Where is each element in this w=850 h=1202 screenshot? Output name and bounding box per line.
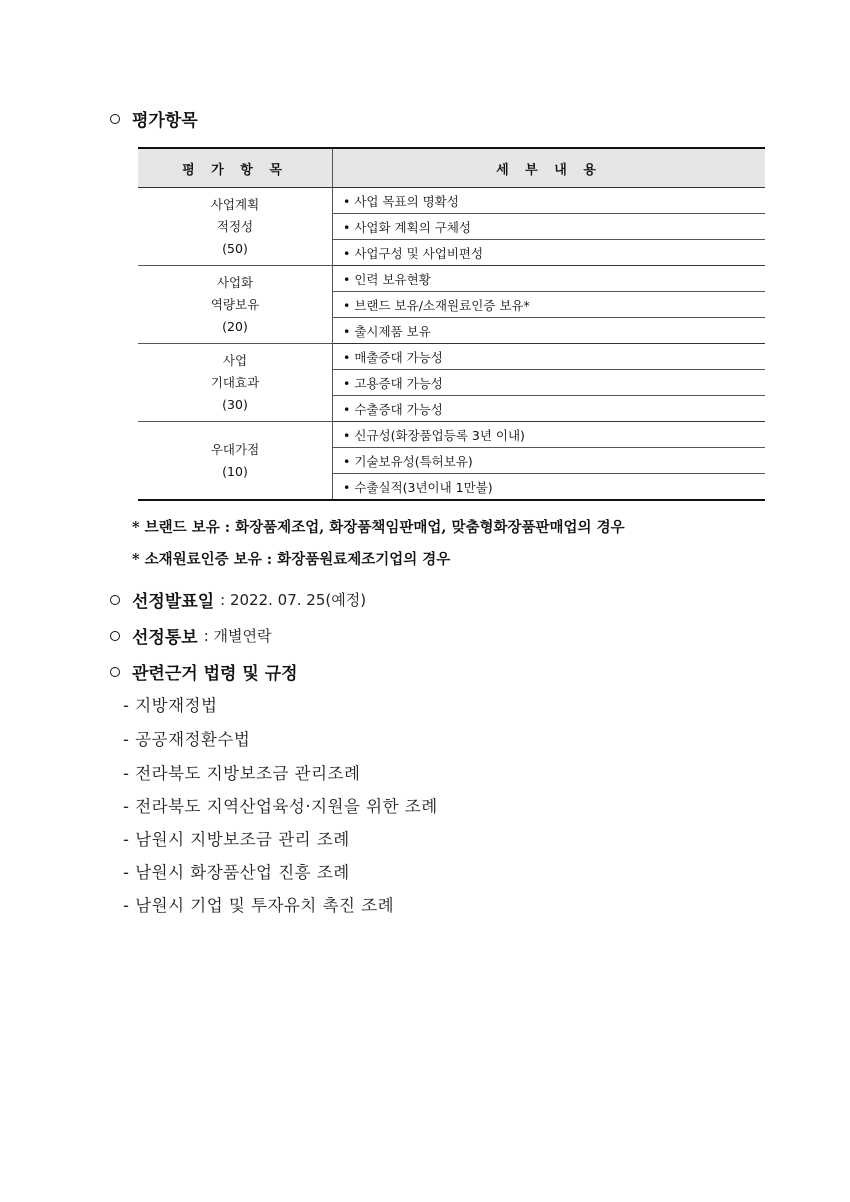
circle-bullet-icon xyxy=(110,667,120,677)
law-item: - 공공재정환수법 xyxy=(123,730,251,749)
table-row xyxy=(138,422,765,448)
law-item: - 남원시 지방보조금 관리 조례 xyxy=(123,830,350,849)
law-item: - 남원시 화장품산업 진흥 조례 xyxy=(123,863,350,882)
section-notification xyxy=(110,623,272,648)
table-row xyxy=(138,266,765,292)
evaluation-table xyxy=(138,147,765,501)
detail-item: • 기술보유성(특허보유) xyxy=(333,448,766,474)
detail-item: • 출시제품 보유 xyxy=(333,318,766,344)
law-item: - 지방재정법 xyxy=(123,696,218,715)
section-evaluation-heading xyxy=(110,106,198,131)
section-title: 평가항목 xyxy=(132,111,198,131)
detail-item: • 신규성(화장품업등록 3년 이내) xyxy=(333,422,766,448)
category-name-line: 사업계획 xyxy=(210,196,260,212)
category-name-line: 사업화 xyxy=(216,274,254,290)
category-score: (50) xyxy=(222,240,248,256)
law-item: - 전라북도 지역산업육성·지원을 위한 조례 xyxy=(123,797,438,816)
category-name-line: 기대효과 xyxy=(210,374,260,390)
category-cell xyxy=(138,344,333,422)
category-cell xyxy=(138,188,333,266)
detail-item: • 브랜드 보유/소재원료인증 보유* xyxy=(333,292,766,318)
footnote-material: * 소재원료인증 보유 : 화장품원료제조기업의 경우 xyxy=(132,551,451,568)
category-score: (10) xyxy=(222,463,248,479)
footnote-brand: * 브랜드 보유 : 화장품제조업, 화장품책임판매업, 맞춤형화장품판매업의 경우 xyxy=(132,519,625,536)
circle-bullet-icon xyxy=(110,631,120,641)
detail-item: • 수출실적(3년이내 1만불) xyxy=(333,474,766,501)
law-item: - 남원시 기업 및 투자유치 촉진 조례 xyxy=(123,896,395,915)
category-name-line: 사업 xyxy=(222,352,248,368)
category-name-line: 적정성 xyxy=(216,218,254,234)
table-header-detail: 세 부 내 용 xyxy=(333,148,766,188)
category-name-line: 역량보유 xyxy=(210,296,260,312)
category-cell xyxy=(138,266,333,344)
detail-item: • 매출증대 가능성 xyxy=(333,344,766,370)
table-row xyxy=(138,188,765,214)
detail-item: • 고용증대 가능성 xyxy=(333,370,766,396)
detail-item: • 사업 목표의 명확성 xyxy=(333,188,766,214)
category-name-line: 우대가점 xyxy=(210,441,260,457)
category-cell xyxy=(138,422,333,501)
detail-item: • 인력 보유현황 xyxy=(333,266,766,292)
section-laws-heading xyxy=(110,659,298,684)
table-row xyxy=(138,344,765,370)
detail-item: • 사업구성 및 사업비편성 xyxy=(333,240,766,266)
detail-item: • 사업화 계획의 구체성 xyxy=(333,214,766,240)
detail-item: • 수출증대 가능성 xyxy=(333,396,766,422)
category-score: (30) xyxy=(222,396,248,412)
announcement-label: 선정발표일 xyxy=(132,592,215,612)
category-score: (20) xyxy=(222,318,248,334)
notification-value: : 개별연락 xyxy=(203,627,272,645)
table-header-row xyxy=(138,148,765,188)
laws-title: 관련근거 법령 및 규정 xyxy=(132,664,298,684)
law-item: - 전라북도 지방보조금 관리조례 xyxy=(123,764,361,783)
announcement-date: : 2022. 07. 25(예정) xyxy=(220,591,367,609)
circle-bullet-icon xyxy=(110,114,120,124)
circle-bullet-icon xyxy=(110,595,120,605)
section-announcement xyxy=(110,587,366,612)
notification-label: 선정통보 xyxy=(132,628,198,648)
table-header-category: 평 가 항 목 xyxy=(138,148,333,188)
